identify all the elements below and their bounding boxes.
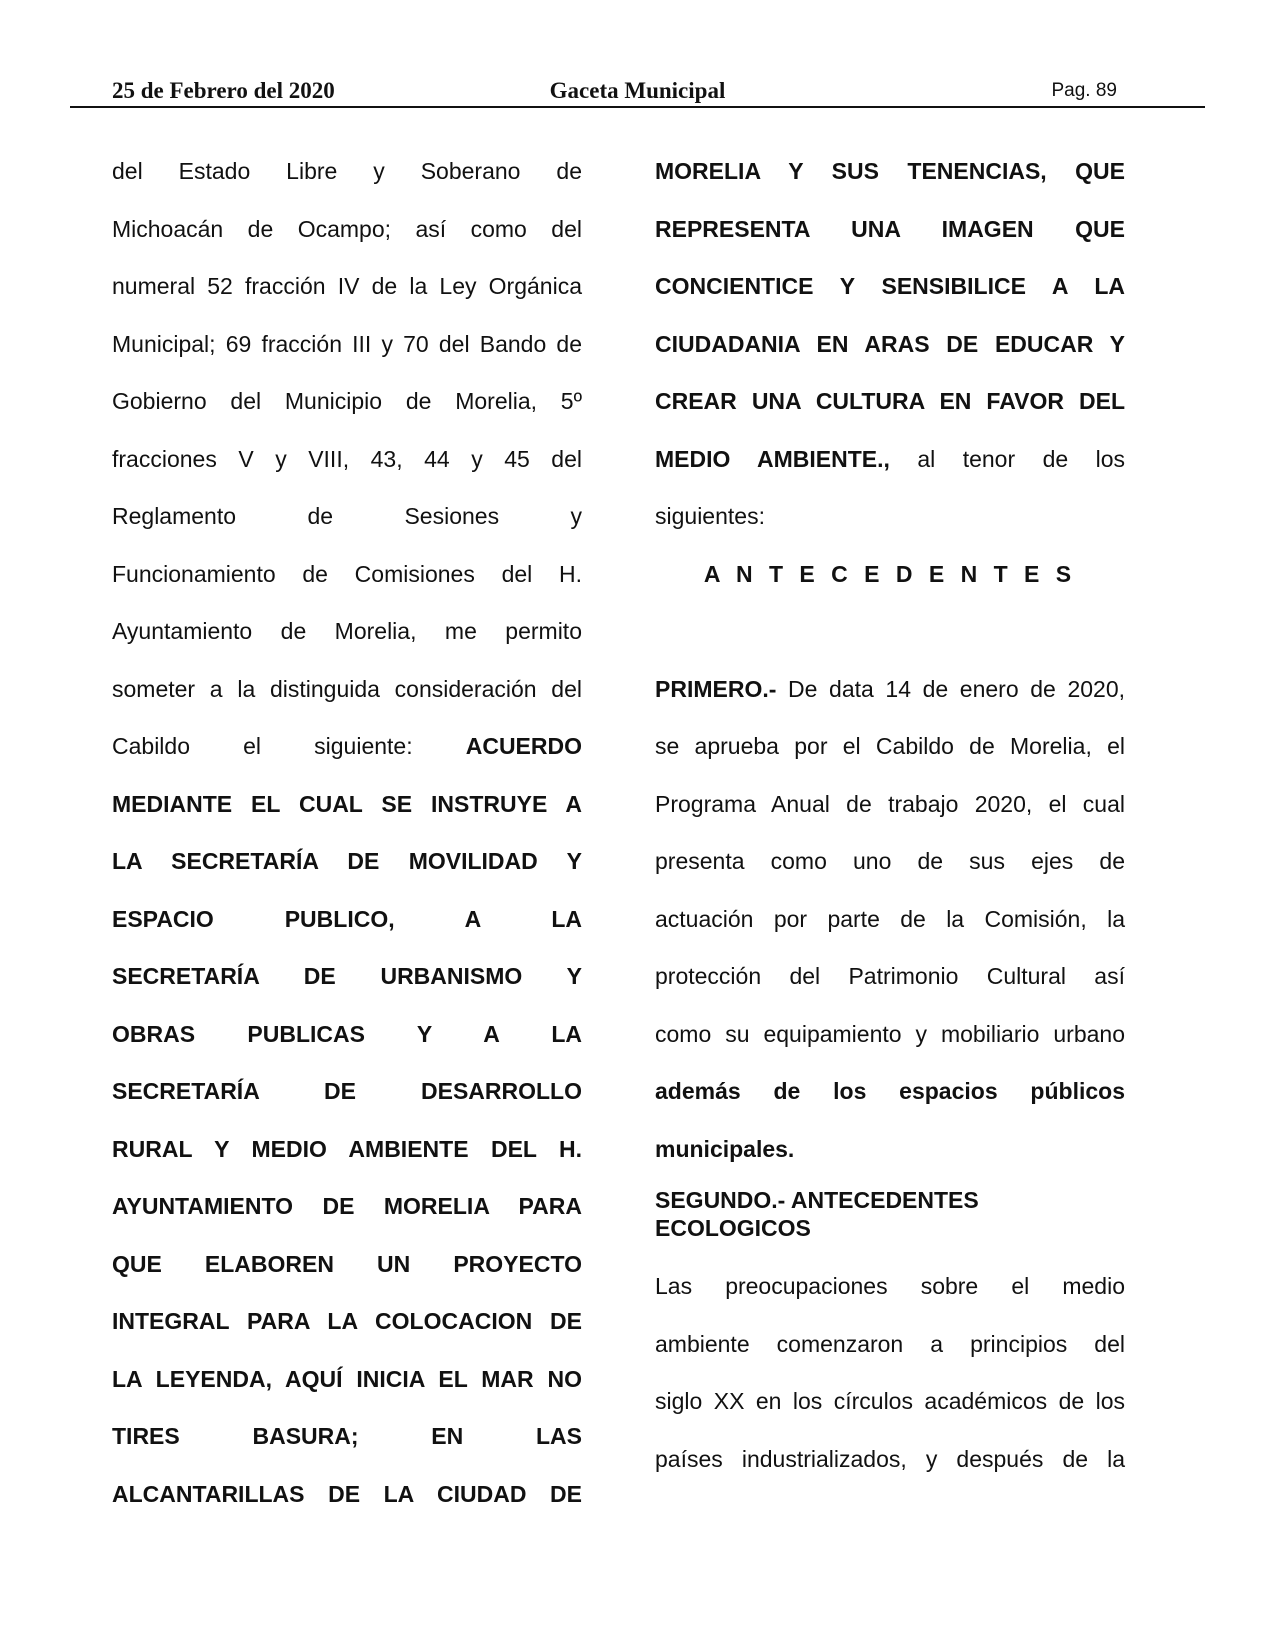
text-line: CIUDADANIA EN ARAS DE EDUCAR Y — [655, 330, 1125, 357]
header-page-number: Pag. 89 — [1051, 80, 1117, 101]
text-line: ESPACIO PUBLICO, A LA — [112, 905, 582, 932]
text-line: Programa Anual de trabajo 2020, el cual — [655, 790, 1125, 817]
text-line: MORELIA Y SUS TENENCIAS, QUE — [655, 158, 1125, 184]
spacer — [655, 603, 1125, 661]
text-line — [112, 718, 582, 776]
text-line: además de los espacios públicos — [655, 1078, 1125, 1104]
section-heading-segundo: SEGUNDO.- ANTECEDENTES ECOLOGICOS — [655, 1187, 979, 1241]
text-line: numeral 52 fracción IV de la Ley Orgánica — [112, 273, 582, 299]
text-line — [655, 661, 1125, 719]
text-line: Gobierno del Municipio de Morelia, 5º — [112, 388, 582, 414]
text-word: Sesiones — [404, 503, 500, 529]
text-line: SECRETARÍA DE URBANISMO Y — [112, 963, 582, 989]
text-line: ALCANTARILLAS DE LA CIUDAD DE — [112, 1480, 582, 1507]
left-column — [112, 143, 582, 1523]
text-segment: Cabildo el siguiente: — [112, 733, 413, 759]
header-title: Gaceta Municipal — [549, 78, 726, 103]
text-line: Municipal; 69 fracción III y 70 del Bando de — [112, 330, 582, 357]
text-line: OBRAS PUBLICAS Y A LA — [112, 1020, 582, 1047]
text-segment-bold: ACUERDO — [465, 733, 582, 759]
text-line: presenta como uno de sus ejes de — [655, 848, 1125, 874]
text-line: CREAR UNA CULTURA EN FAVOR DEL — [655, 388, 1125, 414]
page-header — [70, 70, 1205, 108]
text-line — [655, 431, 1125, 489]
text-line: siguientes: — [655, 503, 765, 529]
header-date: 25 de Febrero del 2020 — [112, 78, 335, 103]
text-line: someter a la distinguida consideración del — [112, 675, 582, 702]
text-line: REPRESENTA UNA IMAGEN QUE — [655, 215, 1125, 242]
text-line: MEDIANTE EL CUAL SE INSTRUYE A — [112, 790, 582, 817]
text-line: fracciones V y VIII, 43, 44 y 45 del — [112, 445, 582, 472]
text-word: y — [570, 503, 583, 529]
text-line: se aprueba por el Cabildo de Morelia, el — [655, 733, 1125, 759]
text-line: como su equipamiento y mobiliario urbano — [655, 1020, 1125, 1047]
text-line: siglo XX en los círculos académicos de los — [655, 1388, 1125, 1414]
text-line: AYUNTAMIENTO DE MORELIA PARA — [112, 1193, 582, 1219]
text-line: LA LEYENDA, AQUÍ INICIA EL MAR NO — [112, 1365, 582, 1392]
text-line: países industrializados, y después de la — [655, 1445, 1125, 1472]
text-word: de — [307, 503, 334, 529]
text-segment: al tenor de los — [917, 445, 1126, 472]
text-line: Funcionamiento de Comisiones del H. — [112, 560, 582, 587]
text-line: TIRES BASURA; EN LAS — [112, 1423, 582, 1449]
text-line: RURAL Y MEDIO AMBIENTE DEL H. — [112, 1135, 582, 1162]
text-line: actuación por parte de la Comisión, la — [655, 905, 1125, 932]
text-line: SECRETARÍA DE DESARROLLO — [112, 1078, 582, 1104]
text-line: del Estado Libre y Soberano de — [112, 158, 582, 184]
text-line: municipales. — [655, 1135, 795, 1162]
right-column — [655, 143, 1125, 1488]
text-line: protección del Patrimonio Cultural así — [655, 963, 1125, 989]
text-segment: De data 14 de enero de 2020, — [788, 675, 1126, 702]
text-line: Michoacán de Ocampo; así como del — [112, 215, 582, 242]
text-line: INTEGRAL PARA LA COLOCACION DE — [112, 1308, 582, 1334]
text-segment-bold: MEDIO AMBIENTE., — [655, 445, 890, 472]
text-line: Las preocupaciones sobre el medio — [655, 1273, 1125, 1299]
text-line: CONCIENTICE Y SENSIBILICE A LA — [655, 273, 1125, 299]
text-line: ambiente comenzaron a principios del — [655, 1330, 1125, 1357]
text-line: LA SECRETARÍA DE MOVILIDAD Y — [112, 848, 582, 874]
text-line — [112, 488, 582, 546]
text-word: Reglamento — [112, 503, 237, 529]
text-line: Ayuntamiento de Morelia, me permito — [112, 618, 582, 644]
text-line: QUE ELABOREN UN PROYECTO — [112, 1250, 582, 1277]
paragraph-label: PRIMERO.- — [655, 675, 777, 702]
section-heading-antecedentes: A N T E C E D E N T E S — [703, 560, 1077, 587]
